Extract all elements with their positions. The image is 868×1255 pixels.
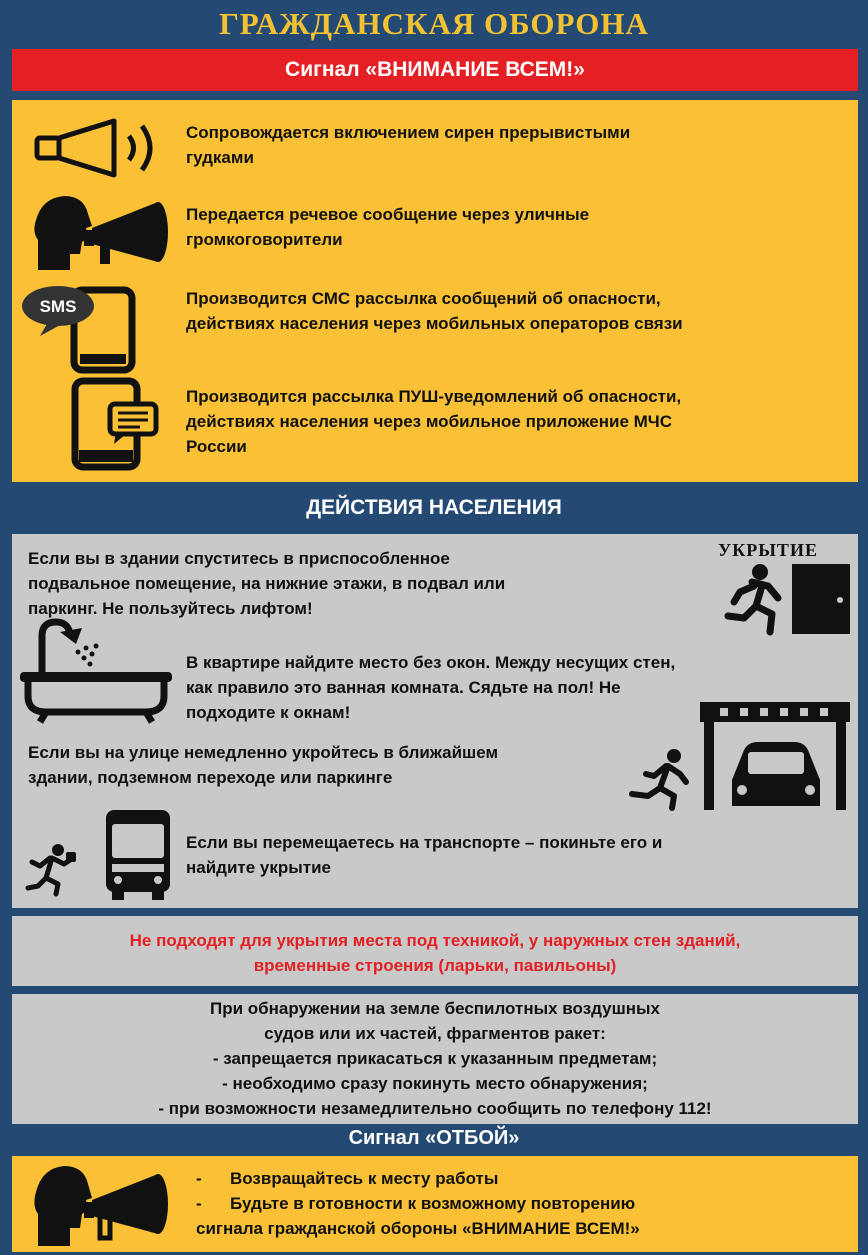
attention-item-2 [186,202,589,252]
attention-item-3 [186,286,683,336]
otboi-item-1-dash: - [196,1169,202,1188]
warning-text [12,928,858,978]
sms-bubble-label: SMS [39,297,77,316]
drones-line-4: - необходимо сразу покинуть место обнаружения; [222,1074,648,1093]
otboi-title: Сигнал «ОТБОЙ» [348,1127,520,1149]
action-item-4-line-1: Если вы перемещаетесь на транспорте – покиньте его и [186,833,663,852]
drones-text [12,996,858,1121]
megaphone-icon [34,118,164,178]
attention-item-2-line-2: громкоговорители [186,230,343,249]
otboi-last-line: сигнала гражданской обороны «ВНИМАНИЕ ВСЕМ!» [196,1219,640,1238]
attention-item-1-line-1: Сопровождается включением сирен прерывистыми [186,123,631,142]
drones-line-3: - запрещается прикасаться к указанным предметам; [212,1049,658,1068]
action-item-3-line-1: Если вы на улице немедленно укройтесь в ближайшем [28,743,499,762]
action-item-2 [186,650,675,725]
attention-item-4-line-1: Производится рассылка ПУШ-уведомлений об опасности, [186,387,682,406]
warning-line-1: Не подходят для укрытия места под техникой, у наружных стен зданий, [129,931,741,950]
attention-item-4-line-2: действиях населения через мобильное приложение МЧС [186,412,673,431]
attention-item-3-line-1: Производится СМС рассылка сообщений об опасности, [186,289,661,308]
signal-banner-label: Сигнал «ВНИМАНИЕ ВСЕМ!» [285,58,585,81]
attention-item-1-line-2: гудками [186,148,254,167]
sms-phone-icon [18,282,138,372]
speaker-with-loudspeaker-icon [30,192,180,272]
phone-message-icon [70,378,170,470]
drones-line-5: - при возможности незамедлительно сообщить по телефону 112! [158,1099,712,1118]
attention-item-2-line-1: Передается речевое сообщение через уличные [186,205,590,224]
drones-line-1: При обнаружении на земле беспилотных воздушных [209,999,661,1018]
action-item-3 [28,740,498,790]
otboi-item-2 [196,1191,640,1216]
otboi-item-1-text: Возвращайтесь к месту работы [230,1169,499,1188]
bathtub-icon [16,618,176,722]
drones-line-2: судов или их частей, фрагментов ракет: [264,1024,606,1043]
running-to-door-icon [722,562,854,636]
shelter-label: УКРЫТИЕ [718,540,818,560]
action-item-1 [28,546,505,621]
otboi-list [196,1166,640,1241]
action-item-4-line-2: найдите укрытие [186,858,332,877]
otboi-item-2-text: Будьте в готовности к возможному повторению [230,1194,636,1213]
action-item-1-line-3: паркинг. Не пользуйтесь лифтом! [28,599,313,618]
action-item-1-line-1: Если вы в здании спуститесь в приспособленное [28,549,450,568]
attention-item-4-line-3: России [186,437,247,456]
actions-section-title: ДЕЙСТВИЯ НАСЕЛЕНИЯ [306,496,562,519]
attention-item-4 [186,384,681,459]
action-item-4 [186,830,662,880]
warning-line-2: временные строения (ларьки, павильоны) [253,956,617,975]
attention-item-3-line-2: действиях населения через мобильных операторов связи [186,314,683,333]
action-item-1-line-2: подвальное помещение, на нижние этажи, в подвал или [28,574,506,593]
page-title: ГРАЖДАНСКАЯ ОБОРОНА [219,6,649,41]
attention-item-1 [186,120,630,170]
garage-car-icon [624,700,856,812]
bus-icon [28,808,178,902]
signal-banner [12,49,858,91]
speaker-with-loudspeaker-icon [30,1162,180,1248]
action-item-2-line-2: как правило это ванная комната. Сядьте на пол! Не [186,678,621,697]
action-item-2-line-1: В квартире найдите место без окон. Между несущих стен, [186,653,676,672]
action-item-2-line-3: подходите к окнам! [186,703,351,722]
otboi-item-2-dash: - [196,1194,202,1213]
action-item-3-line-2: здании, подземном переходе или паркинге [28,768,393,787]
otboi-item-1 [196,1166,640,1191]
